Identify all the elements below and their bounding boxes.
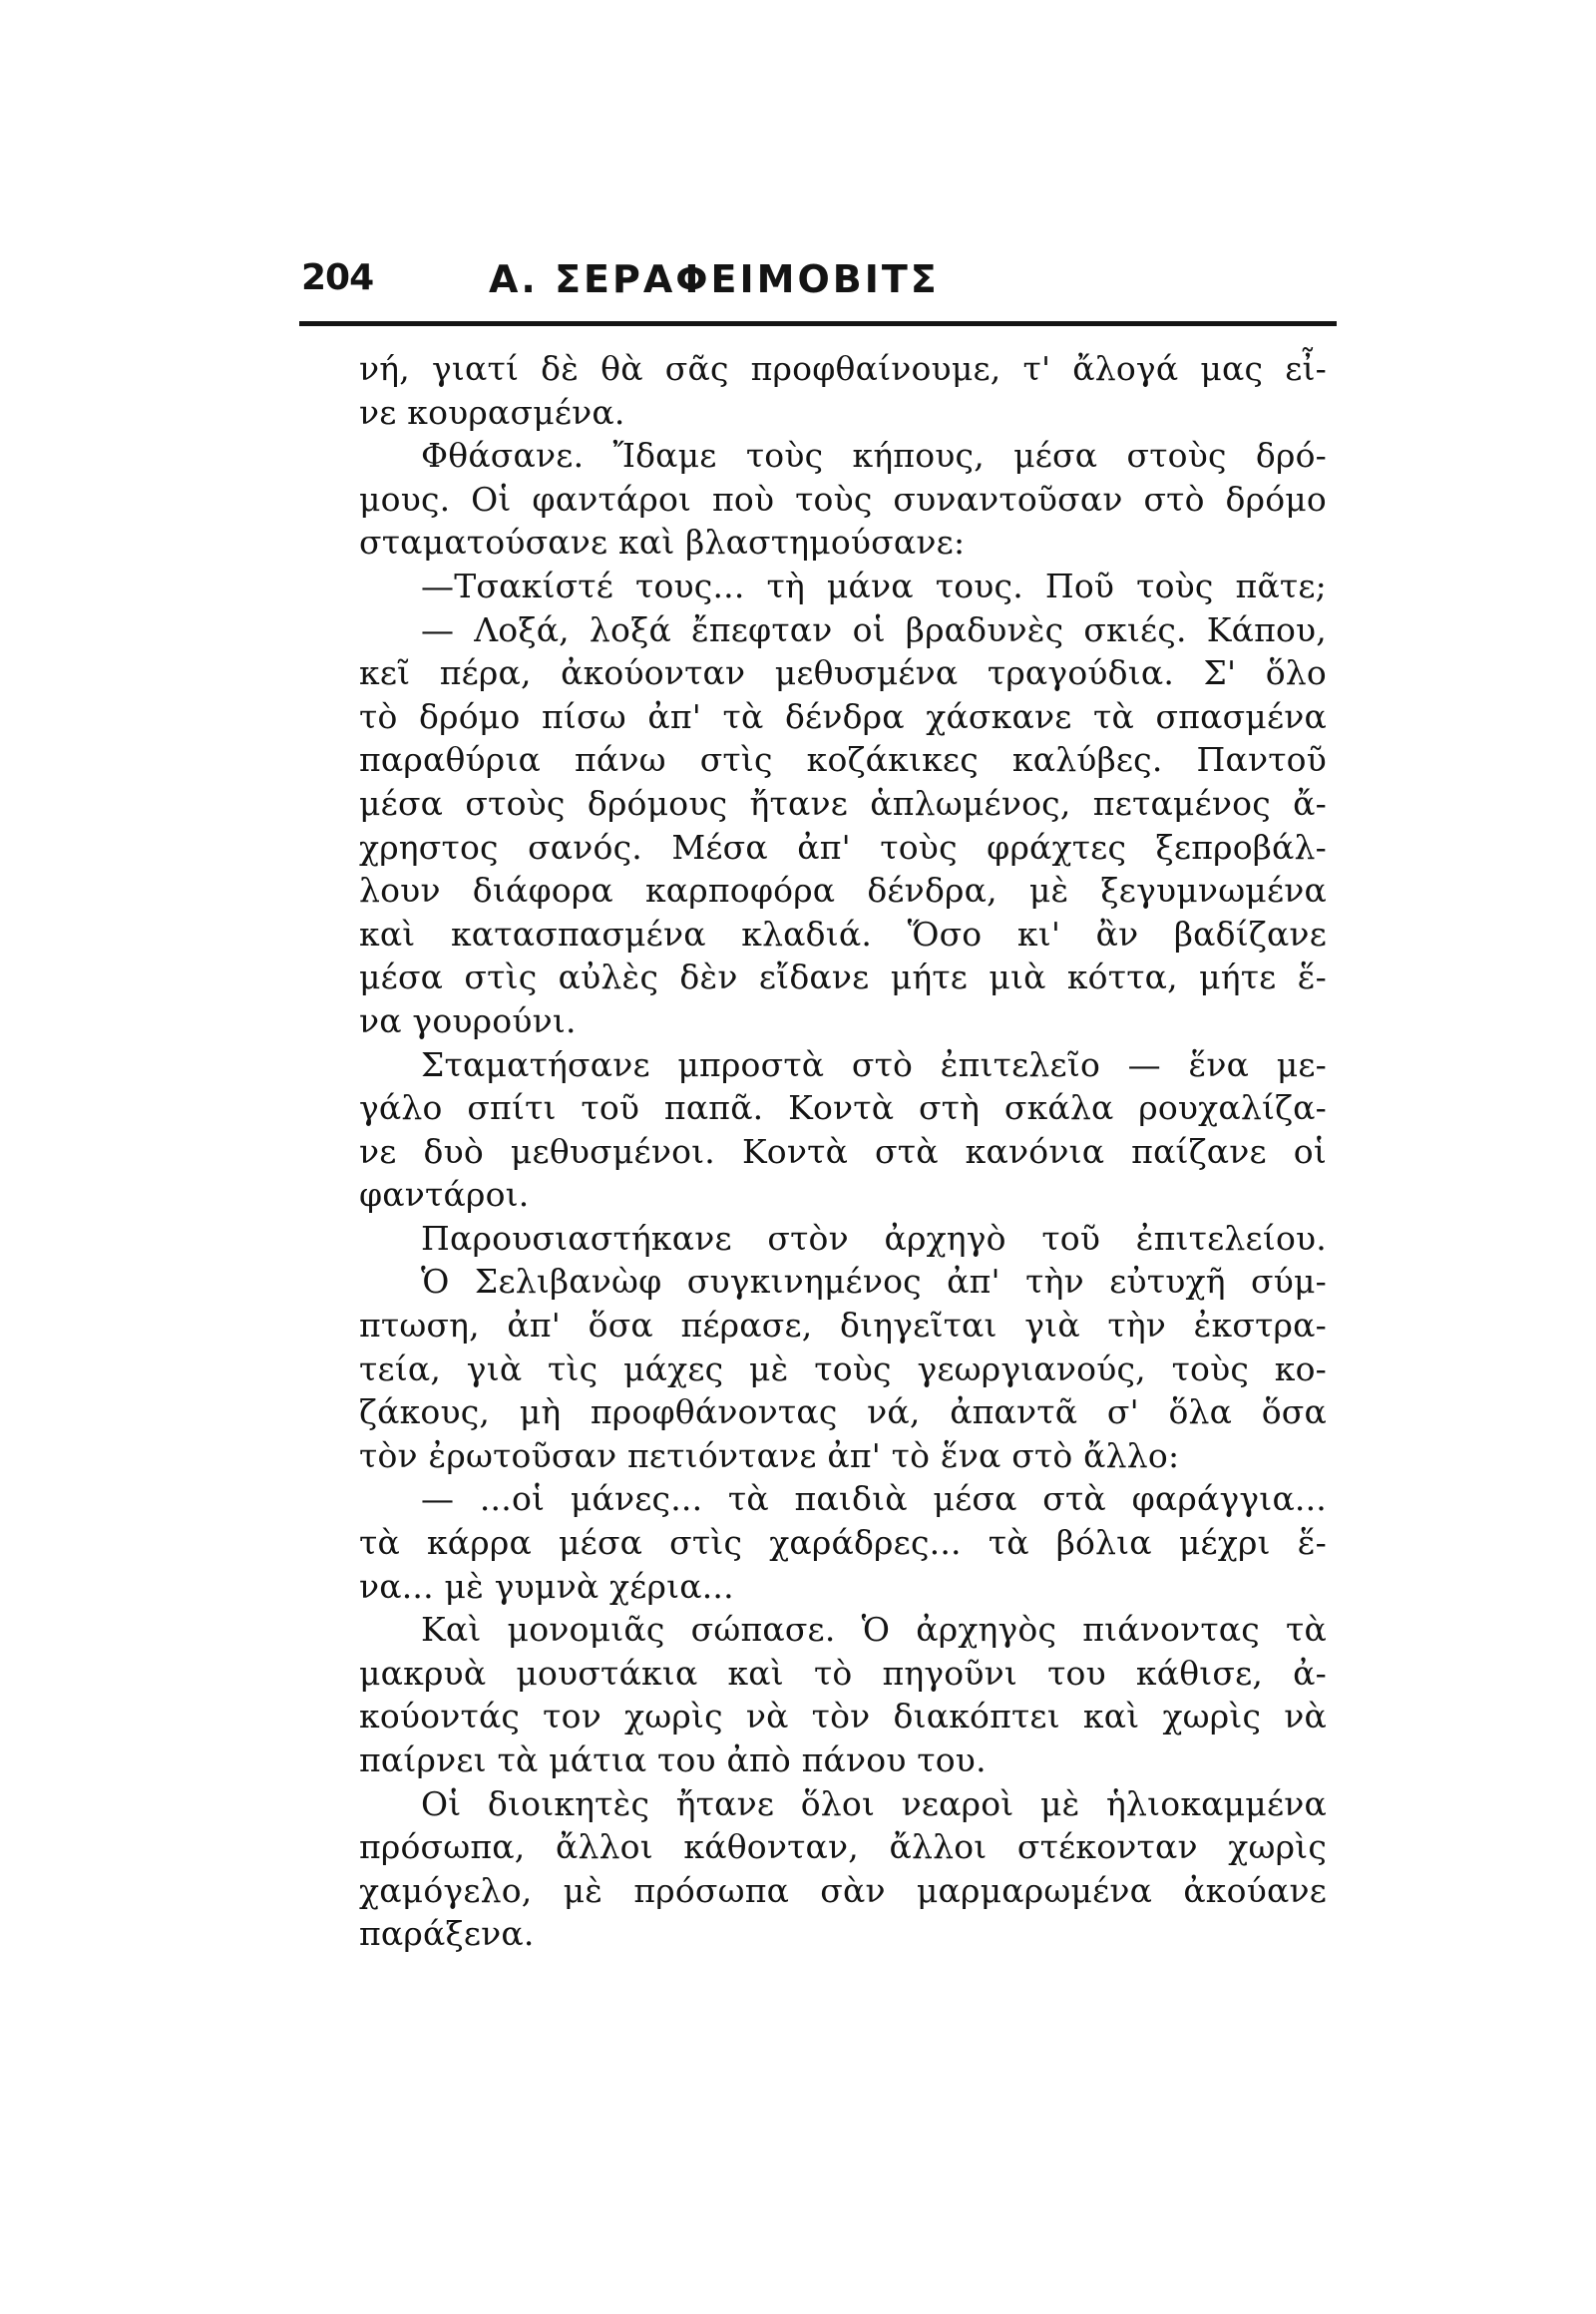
text-line: Φθάσανε. Ἴδαμε τοὺς κήπους, μέσα στοὺς δρό-	[421, 436, 1327, 476]
running-head	[0, 251, 1596, 311]
text-line: μέσα στοὺς δρόμους ἤτανε ἁπλωμένος, πεταμένος ἄ-	[359, 783, 1327, 823]
text-line: κούοντάς τον χωρὶς νὰ τὸν διακόπτει καὶ χωρὶς νὰ	[359, 1697, 1327, 1736]
text-line: —Τσακίστέ τους... τὴ μάνα τους. Ποῦ τοὺς πᾶτε;	[421, 566, 1327, 605]
text-line: χρηστος σανός. Μέσα ἀπ' τοὺς φράχτες ξεπροβάλ-	[359, 827, 1327, 867]
text-line: μακρυὰ μουστάκια καὶ τὸ πηγοῦνι του κάθισε, ἀ-	[359, 1653, 1327, 1693]
text-line: νε κουρασμένα.	[359, 392, 625, 432]
text-line: χαμόγελο, μὲ πρόσωπα σὰν μαρμαρωμένα ἀκούανε	[359, 1870, 1327, 1910]
text-line: νε δυὸ μεθυσμένοι. Κοντὰ στὰ κανόνια παίζανε οἱ	[359, 1131, 1327, 1171]
text-line: τὸν ἐρωτοῦσαν πετιόντανε ἀπ' τὸ ἕνα στὸ ἄλλο:	[359, 1435, 1180, 1475]
text-line: ζάκους, μὴ προφθάνοντας νά, ἀπαντᾶ σ' ὅλα ὅσα	[359, 1392, 1327, 1432]
text-line: να... μὲ γυμνὰ χέρια...	[359, 1566, 734, 1606]
text-line: τὸ δρόμο πίσω ἀπ' τὰ δένδρα χάσκανε τὰ σπασμένα	[359, 696, 1327, 736]
text-line: τεία, γιὰ τὶς μάχες μὲ τοὺς γεωργιανούς, τοὺς κο-	[359, 1349, 1327, 1388]
text-line: παραθύρια πάνω στὶς κοζάκικες καλύβες. Παντοῦ	[359, 740, 1327, 780]
text-line: πρόσωπα, ἄλλοι κάθονταν, ἄλλοι στέκονταν χωρὶς	[359, 1827, 1327, 1867]
text-line: φαντάροι.	[359, 1175, 530, 1215]
text-line: κεῖ πέρα, ἀκούονταν μεθυσμένα τραγούδια. Σ' ὅλο	[359, 653, 1327, 693]
text-line: να γουρούνι.	[359, 1000, 577, 1040]
text-line: Καὶ μονομιᾶς σώπασε. Ὁ ἀρχηγὸς πιάνοντας τὰ	[421, 1610, 1327, 1650]
body-text	[359, 347, 1327, 1956]
text-line: γάλο σπίτι τοῦ παπᾶ. Κοντὰ στὴ σκάλα ρουχαλίζα-	[359, 1088, 1327, 1128]
text-line: σταματούσανε καὶ βλαστημούσανε:	[359, 523, 966, 563]
text-line: Παρουσιαστήκανε στὸν ἀρχηγὸ τοῦ ἐπιτελείου.	[421, 1218, 1327, 1258]
text-line: Οἱ διοικητὲς ἤτανε ὅλοι νεαροὶ μὲ ἡλιοκαμμένα	[421, 1783, 1327, 1823]
text-line: νή, γιατί δὲ θὰ σᾶς προφθαίνουμε, τ' ἄλογά μας εἶ-	[359, 349, 1327, 388]
text-line: καὶ κατασπασμένα κλαδιά. Ὅσο κι' ἂν βαδίζανε	[359, 914, 1327, 954]
text-line: λουν διάφορα καρποφόρα δένδρα, μὲ ξεγυμνωμένα	[359, 871, 1327, 911]
text-line: — Λοξά, λοξά ἔπεφταν οἱ βραδυνὲς σκιές. Κάπου,	[421, 609, 1327, 649]
header-rule	[299, 321, 1337, 326]
text-line: παράξενα.	[359, 1914, 535, 1954]
text-line: Ὁ Σελιβανὼφ συγκινημένος ἀπ' τὴν εὐτυχῆ σύμ-	[421, 1262, 1327, 1302]
text-line: μους. Οἱ φαντάροι ποὺ τοὺς συναντοῦσαν στὸ δρόμο	[359, 479, 1327, 519]
running-title: Α. ΣΕΡΑΦΕΙΜΟΒΙΤΣ	[489, 257, 940, 301]
text-line: μέσα στὶς αὐλὲς δὲν εἴδανε μήτε μιὰ κόττα, μήτε ἕ-	[359, 958, 1327, 997]
page-number: 204	[301, 257, 374, 298]
text-line: Σταματήσανε μπροστὰ στὸ ἐπιτελεῖο — ἕνα με-	[421, 1044, 1327, 1084]
text-line: πτωση, ἀπ' ὅσα πέρασε, διηγεῖται γιὰ τὴν ἐκστρα-	[359, 1306, 1327, 1346]
text-line: — ...οἱ μάνες... τὰ παιδιὰ μέσα στὰ φαράγγια...	[421, 1479, 1327, 1519]
text-line: παίρνει τὰ μάτια του ἀπὸ πάνου του.	[359, 1740, 987, 1779]
text-line: τὰ κάρρα μέσα στὶς χαράδρες... τὰ βόλια μέχρι ἕ-	[359, 1523, 1327, 1563]
